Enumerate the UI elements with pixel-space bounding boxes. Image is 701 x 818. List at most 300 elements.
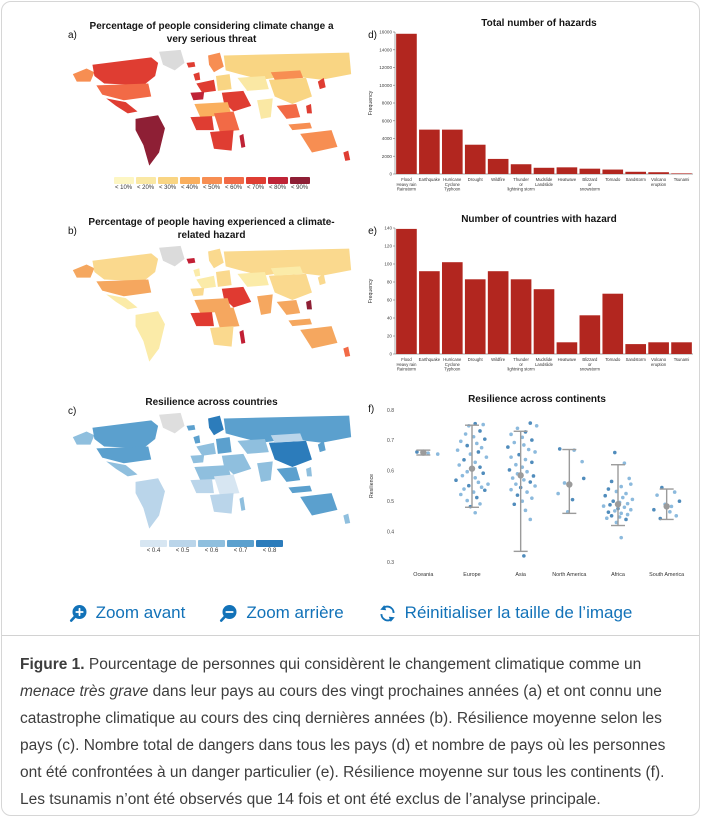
data-point <box>557 447 561 451</box>
panel-c-title: Resilience across countries <box>145 397 278 408</box>
x-tick-label: Hurricane Cyclone Typhoon <box>442 357 461 372</box>
world-map-resilience <box>65 411 359 537</box>
zoom-out-icon <box>219 604 238 623</box>
x-tick-label: Heatwave <box>557 357 576 362</box>
map-region-newzealand <box>343 151 350 161</box>
map-region-c_asia <box>237 272 268 287</box>
x-tick-label: Tsunami <box>673 177 689 182</box>
map-region-alaska <box>72 265 94 278</box>
x-tick-label: Earthquake <box>418 177 440 182</box>
map-region-scandinavia <box>208 53 224 73</box>
bar <box>419 271 440 354</box>
legend-item <box>180 177 200 191</box>
data-point <box>669 505 673 509</box>
data-point <box>465 499 469 503</box>
map-region-alaska <box>72 69 94 82</box>
x-tick-label: Africa <box>610 572 625 578</box>
data-point <box>652 508 656 512</box>
x-tick-label: Flood Heavy rain Rainstorm <box>395 357 417 372</box>
data-point <box>514 482 518 486</box>
data-point <box>481 471 485 475</box>
map-region-canada <box>92 57 158 85</box>
map-region-china <box>268 441 311 467</box>
map-region-e_europe <box>215 437 231 454</box>
legend-item <box>136 177 156 191</box>
reset-size-button[interactable] <box>378 603 633 623</box>
legend-swatch <box>158 177 178 184</box>
map-region-seasia <box>276 300 300 315</box>
map-region-c_asia <box>237 76 268 91</box>
y-axis-label: Frequency <box>367 278 374 304</box>
map-region-usa <box>96 279 151 296</box>
charts-column <box>362 16 699 594</box>
mean-point <box>420 449 426 455</box>
map-region-indonesia <box>288 123 312 130</box>
x-tick-label: Tornado <box>604 177 620 182</box>
legend-swatch <box>268 177 288 184</box>
data-point <box>507 468 511 472</box>
map-region-e_africa <box>213 111 238 132</box>
data-point <box>515 493 519 497</box>
data-point <box>483 437 487 441</box>
data-point <box>522 478 526 482</box>
caption-italic-phrase: menace très grave <box>20 683 149 700</box>
map-region-iberia <box>190 455 204 463</box>
map-region-iberia <box>190 288 204 296</box>
map-region-uk <box>193 435 200 443</box>
y-tick-label: 0.7 <box>386 438 394 445</box>
data-point <box>619 536 623 540</box>
mean-point <box>614 501 620 507</box>
x-tick-label: Asia <box>514 572 526 578</box>
data-point <box>533 450 537 454</box>
legend-label: < 70% <box>246 185 265 191</box>
panel-e <box>362 212 699 390</box>
data-point <box>528 480 532 484</box>
legend-swatch <box>140 540 167 547</box>
bar <box>510 164 531 174</box>
mean-point <box>517 472 523 478</box>
caption-figure-label: Figure 1. <box>20 656 85 673</box>
x-tick-label: North America <box>551 572 586 578</box>
x-tick-label: Mudslide Landslide <box>534 177 553 187</box>
map-region-iceland <box>186 425 195 431</box>
map-region-japan <box>317 274 325 285</box>
data-point <box>609 480 613 484</box>
data-point <box>509 488 513 492</box>
x-tick-label: Sandstorm <box>625 177 646 182</box>
legend-label: < 0.8 <box>262 548 277 554</box>
data-point <box>506 445 510 449</box>
data-point <box>463 432 467 436</box>
data-point <box>629 508 633 512</box>
map-region-uk <box>193 72 200 80</box>
legend-swatch <box>256 540 283 547</box>
caption-text-1: Pourcentage de personnes qui considèrent le changement climatique comme un <box>84 656 642 673</box>
data-point <box>622 505 626 509</box>
data-point <box>606 487 610 491</box>
data-point <box>674 514 678 518</box>
zoom-in-label: Zoom avant <box>95 603 186 622</box>
x-tick-label: Sandstorm <box>625 357 646 362</box>
data-point <box>509 433 513 437</box>
bar <box>602 170 623 174</box>
bar <box>396 34 417 174</box>
data-point <box>462 458 466 462</box>
bar <box>556 342 577 354</box>
map-region-scandinavia <box>208 416 224 436</box>
x-tick-label: Volcano eruption <box>650 177 666 187</box>
legend-swatch <box>180 177 200 184</box>
map-region-greenland <box>159 50 184 71</box>
legend-swatch <box>227 540 254 547</box>
mean-point <box>566 481 572 487</box>
x-tick-label: Blizzard or snowstorm <box>579 177 600 192</box>
x-tick-label: Hurricane Cyclone Typhoon <box>442 177 461 192</box>
x-tick-label: Drought <box>467 357 483 362</box>
legend-swatch <box>224 177 244 184</box>
zoom-out-label: Zoom arrière <box>246 603 344 622</box>
y-axis-label: Frequency <box>367 90 374 116</box>
legend-label: < 0.6 <box>204 548 219 554</box>
chart-title: Total number of hazards <box>480 18 597 29</box>
y-tick-label: 60 <box>386 297 392 303</box>
data-point <box>512 502 516 506</box>
data-point <box>473 460 477 464</box>
panel-letter-f: f) <box>368 404 375 415</box>
data-point <box>613 509 617 513</box>
y-tick-label: 100 <box>383 261 392 267</box>
legend-item <box>140 540 167 554</box>
map-region-madagascar <box>239 497 245 511</box>
bar <box>556 167 577 174</box>
map-region-mexico <box>106 294 137 309</box>
figure-caption <box>2 636 699 816</box>
data-point <box>625 502 629 506</box>
data-point <box>526 448 530 452</box>
bar <box>648 172 669 174</box>
data-point <box>515 426 519 430</box>
x-tick-label: Tsunami <box>673 357 689 362</box>
data-point <box>460 474 464 478</box>
y-tick-label: 0 <box>388 351 392 357</box>
legend-item <box>227 540 254 554</box>
data-point <box>523 458 527 462</box>
legend-label: < 30% <box>158 185 177 191</box>
y-tick-label: 14000 <box>378 47 392 53</box>
bar <box>464 279 485 354</box>
data-point <box>455 448 459 452</box>
map-region-w_europe <box>196 443 216 456</box>
x-tick-label: Oceania <box>412 572 433 578</box>
legend-item <box>290 177 310 191</box>
y-tick-label: 0.5 <box>386 499 394 505</box>
x-tick-label: Earthquake <box>418 357 440 362</box>
panel-c <box>62 392 361 594</box>
panel-a-title: Percentage of people considering climate change a very serious threat <box>89 21 334 45</box>
map-region-philippines <box>306 467 312 476</box>
x-tick-label: Wildfire <box>490 357 505 362</box>
map-region-greenland <box>159 246 184 267</box>
legend-swatch <box>198 540 225 547</box>
legend-label: < 0.7 <box>233 548 248 554</box>
data-point <box>510 476 514 480</box>
data-point <box>476 450 480 454</box>
map-region-japan <box>317 78 325 89</box>
chart-title: Number of countries with hazard <box>460 214 617 225</box>
y-tick-label: 12000 <box>378 65 392 71</box>
map-region-philippines <box>306 300 312 309</box>
panel-b-title: Percentage of people having experienced a climate-related hazard <box>88 217 335 241</box>
data-point <box>475 496 479 500</box>
map-region-iceland <box>186 62 195 68</box>
y-tick-label: 0 <box>388 171 392 177</box>
bar <box>533 168 554 174</box>
map-region-mexico <box>106 98 137 113</box>
map-region-mexico <box>106 461 137 476</box>
x-tick-label: Blizzard or snowstorm <box>579 357 600 372</box>
data-point <box>509 455 513 459</box>
bar <box>487 271 508 354</box>
data-point <box>630 498 634 502</box>
data-point <box>627 477 631 481</box>
map-region-australia <box>300 130 337 152</box>
data-point <box>570 498 574 502</box>
map-region-indonesia <box>288 319 312 326</box>
data-point <box>624 492 628 496</box>
bar <box>648 342 669 354</box>
data-point <box>454 478 458 482</box>
x-tick-label: Tornado <box>604 357 620 362</box>
data-point <box>486 482 490 486</box>
map-region-india <box>257 461 273 482</box>
data-point <box>512 441 516 445</box>
bar <box>602 294 623 354</box>
data-point <box>608 503 612 507</box>
map-region-madagascar <box>239 330 245 344</box>
world-map-experienced <box>65 244 359 370</box>
map-region-w_europe <box>196 80 216 93</box>
legend-swatch <box>136 177 156 184</box>
map-region-e_africa <box>213 307 238 328</box>
bar-chart-total-hazards <box>363 16 699 206</box>
data-point <box>619 512 623 516</box>
panel-b <box>62 212 361 392</box>
x-tick-label: Flood Heavy rain Rainstorm <box>395 177 417 192</box>
data-point <box>530 438 534 442</box>
legend-label: < 90% <box>290 185 309 191</box>
data-point <box>523 509 527 513</box>
bar <box>625 344 646 354</box>
legend-item <box>198 540 225 554</box>
data-point <box>677 499 681 503</box>
map-region-southamerica <box>135 478 164 528</box>
legend-swatch <box>169 540 196 547</box>
map-region-seasia <box>276 104 300 119</box>
legend-item <box>256 540 283 554</box>
map-region-usa <box>96 446 151 463</box>
y-tick-label: 20 <box>386 333 392 339</box>
bar-chart-countries-hazard <box>363 212 699 386</box>
map-region-usa <box>96 83 151 100</box>
data-point <box>624 518 628 522</box>
y-tick-label: 0.6 <box>386 468 394 475</box>
data-point <box>473 476 477 480</box>
data-point <box>478 465 482 469</box>
map-region-madagascar <box>239 134 245 148</box>
y-axis-label: Resilience <box>368 474 375 498</box>
panel-a <box>62 16 361 212</box>
map-region-australia <box>300 493 337 515</box>
data-point <box>481 423 485 427</box>
data-point <box>531 474 535 478</box>
map-region-e_africa <box>213 474 238 495</box>
map-region-india <box>257 98 273 119</box>
reset-size-label: Réinitialiser la taille de l’image <box>404 603 633 622</box>
data-point <box>556 492 560 496</box>
legend-item <box>246 177 266 191</box>
world-map-threat <box>65 48 359 174</box>
legend-item <box>202 177 222 191</box>
reset-image-icon <box>378 604 397 623</box>
data-point <box>562 481 566 485</box>
legend-swatch <box>114 177 134 184</box>
data-point <box>621 496 625 500</box>
data-point <box>619 485 623 489</box>
y-tick-label: 40 <box>386 315 392 321</box>
x-tick-label: Europe <box>462 572 481 578</box>
bar <box>671 342 692 354</box>
legend-threat <box>62 177 361 191</box>
map-region-china <box>268 274 311 300</box>
y-tick-label: 10000 <box>378 82 392 88</box>
zoom-out-button[interactable] <box>219 603 343 623</box>
bar <box>442 130 463 174</box>
data-point <box>473 511 477 515</box>
panel-letter-c: c) <box>68 406 77 417</box>
y-tick-label: 4000 <box>381 136 392 142</box>
map-region-canada <box>92 253 158 281</box>
panel-letter-d: d) <box>368 30 377 41</box>
map-region-indonesia <box>288 486 312 493</box>
mean-point <box>663 503 669 509</box>
legend-swatch <box>290 177 310 184</box>
data-point <box>609 514 613 518</box>
legend-swatch <box>246 177 266 184</box>
data-point <box>655 493 659 497</box>
data-point <box>484 455 488 459</box>
data-point <box>457 463 461 467</box>
data-point <box>476 481 480 485</box>
map-region-iberia <box>190 92 204 100</box>
figure-image <box>2 2 699 594</box>
map-region-uk <box>193 268 200 276</box>
x-tick-label: Thunder or lightning storm <box>506 177 535 192</box>
x-tick-label: Drought <box>467 177 483 182</box>
map-region-e_europe <box>215 270 231 287</box>
data-point <box>530 460 534 464</box>
y-tick-label: 80 <box>386 279 392 285</box>
map-region-india <box>257 294 273 315</box>
bar <box>671 173 692 174</box>
data-point <box>601 504 605 508</box>
data-point <box>465 470 469 474</box>
map-region-canada <box>92 420 158 448</box>
data-point <box>603 494 607 498</box>
zoom-in-icon <box>69 604 88 623</box>
x-tick-label: Volcano eruption <box>650 357 666 367</box>
legend-label: < 0.5 <box>175 548 190 554</box>
data-point <box>522 554 526 558</box>
bar <box>510 279 531 354</box>
map-region-w_africa <box>190 479 214 493</box>
y-tick-label: 0.4 <box>386 529 394 536</box>
bar <box>533 289 554 354</box>
y-tick-label: 140 <box>383 225 392 231</box>
data-point <box>672 490 676 494</box>
caption-text-2: dans leur pays au cours des vingt prochaines années (a) et ont connu une catastrophe climatique au cours des cinq dernières années (b). Résilience moyenne selon les pays (c). Nombre total de dangers dans tous les pays (d) et nombre de pays où les personnes ont été confrontées à un danger particulier (e). Résilience moyenne sur tous les continents (f). Les tsunamis n’ont été observés que 14 fois et ont été exclus de l’analyse principale. <box>20 683 666 808</box>
y-tick-label: 6000 <box>381 118 392 124</box>
bar <box>464 145 485 174</box>
legend-label: < 10% <box>114 185 133 191</box>
data-point <box>478 502 482 506</box>
map-region-s_africa <box>210 130 234 151</box>
data-point <box>525 490 529 494</box>
data-point <box>435 452 439 456</box>
legend-label: < 0.4 <box>146 548 161 554</box>
data-point <box>525 470 529 474</box>
data-point <box>528 518 532 522</box>
data-point <box>514 463 518 467</box>
data-point <box>606 510 610 514</box>
bar <box>419 130 440 174</box>
x-tick-label: Wildfire <box>490 177 505 182</box>
map-region-newzealand <box>343 347 350 357</box>
x-tick-label: Mudslide Landslide <box>534 357 553 367</box>
map-region-w_africa <box>190 116 214 130</box>
data-point <box>459 493 463 497</box>
y-tick-label: 0.8 <box>386 407 394 414</box>
maps-column <box>62 16 361 594</box>
y-tick-label: 2000 <box>381 153 392 159</box>
map-region-scandinavia <box>208 249 224 269</box>
zoom-in-button[interactable] <box>69 603 186 623</box>
map-region-e_europe <box>215 74 231 91</box>
data-point <box>479 446 483 450</box>
panel-f <box>362 390 699 594</box>
legend-item <box>268 177 288 191</box>
map-region-s_africa <box>210 326 234 347</box>
data-point <box>668 510 672 514</box>
panel-letter-a: a) <box>68 30 77 41</box>
data-point <box>465 444 469 448</box>
map-region-philippines <box>306 104 312 113</box>
legend-item <box>169 540 196 554</box>
data-point <box>530 496 534 500</box>
panel-d <box>362 16 699 212</box>
legend-label: < 80% <box>268 185 287 191</box>
data-point <box>534 424 538 428</box>
data-point <box>528 421 532 425</box>
map-region-southamerica <box>135 311 164 361</box>
map-region-iceland <box>186 258 195 264</box>
legend-label: < 60% <box>224 185 243 191</box>
data-point <box>462 487 466 491</box>
bar <box>396 229 417 354</box>
map-region-japan <box>317 441 325 452</box>
y-tick-label: 16000 <box>378 29 392 35</box>
legend-label: < 40% <box>180 185 199 191</box>
